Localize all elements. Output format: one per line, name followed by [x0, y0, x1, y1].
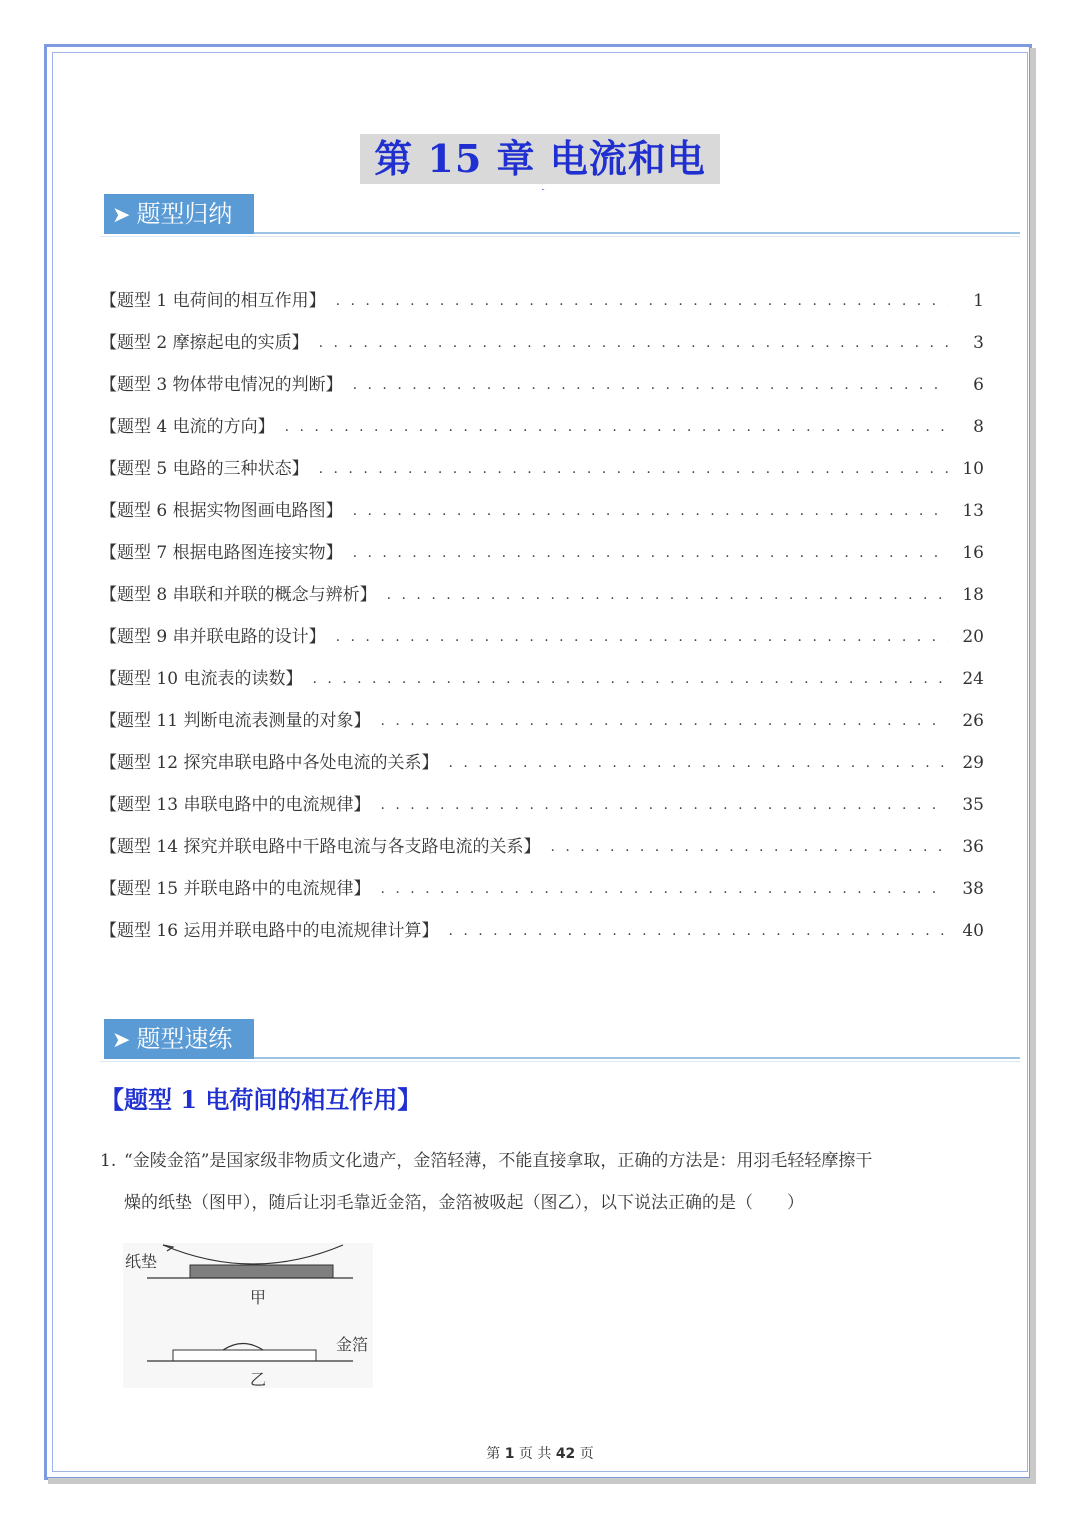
toc-item-page: 35	[962, 795, 984, 815]
question-type-heading: 【题型 1 电荷间的相互作用】	[100, 1085, 422, 1114]
toc-item-page: 40	[962, 921, 984, 941]
table-of-contents	[100, 280, 984, 952]
chapter-title: 第 15 章 电流和电	[360, 134, 720, 184]
gold-foil	[223, 1344, 263, 1351]
toc-item[interactable]	[100, 406, 984, 448]
toc-leader-dots	[285, 406, 948, 448]
footer-page-number: 1	[504, 1446, 515, 1462]
toc-leader-dots	[319, 448, 948, 490]
toc-item-page: 26	[962, 711, 984, 731]
paper-pad	[190, 1265, 333, 1278]
toc-item-title: 【题型 15 并联电路中的电流规律】	[100, 879, 371, 899]
toc-leader-dots	[380, 784, 948, 826]
toc-item-page: 10	[962, 459, 984, 479]
footer-total-pages: 42	[555, 1446, 576, 1462]
toc-item-title: 【题型 9 串并联电路的设计】	[100, 627, 326, 647]
page-footer	[0, 1443, 1080, 1463]
section-rule	[254, 232, 1020, 234]
toc-item-page: 16	[962, 543, 984, 563]
toc-item-title: 【题型 13 串联电路中的电流规律】	[100, 795, 371, 815]
toc-item-page: 18	[962, 585, 984, 605]
toc-item-title: 【题型 14 探究并联电路中干路电流与各支路电流的关系】	[100, 837, 541, 857]
toc-item[interactable]	[100, 658, 984, 700]
footer-mid: 页 共	[518, 1446, 552, 1462]
toc-item-title: 【题型 7 根据电路图连接实物】	[100, 543, 343, 563]
section-rule-light	[100, 236, 1020, 237]
toc-leader-dots	[448, 910, 948, 952]
toc-item[interactable]	[100, 826, 984, 868]
toc-leader-dots	[319, 322, 948, 364]
toc-item[interactable]	[100, 532, 984, 574]
arrow-icon	[163, 1245, 173, 1251]
toc-item[interactable]	[100, 448, 984, 490]
arrow-right-icon: ➤	[112, 203, 131, 228]
arrow-right-icon: ➤	[112, 1028, 131, 1053]
section-rule	[254, 1057, 1020, 1059]
toc-item-title: 【题型 11 判断电流表测量的对象】	[100, 711, 371, 731]
toc-leader-dots	[353, 490, 948, 532]
figure-label-pad: 纸垫	[125, 1252, 158, 1271]
toc-item-page: 6	[973, 375, 984, 395]
toc-item-page: 20	[962, 627, 984, 647]
page-shadow-bottom	[48, 1478, 1036, 1484]
toc-item[interactable]	[100, 616, 984, 658]
foil-base	[173, 1350, 316, 1361]
footer-suffix: 页	[579, 1446, 594, 1462]
toc-item-page: 24	[962, 669, 984, 689]
toc-leader-dots	[380, 700, 948, 742]
toc-item-page: 13	[962, 501, 984, 521]
toc-leader-dots	[312, 658, 948, 700]
feather-arc	[163, 1245, 343, 1264]
toc-item[interactable]	[100, 574, 984, 616]
toc-leader-dots	[448, 742, 948, 784]
toc-item[interactable]	[100, 700, 984, 742]
toc-item[interactable]	[100, 490, 984, 532]
toc-item-title: 【题型 2 摩擦起电的实质】	[100, 333, 309, 353]
toc-leader-dots	[336, 280, 948, 322]
toc-item-page: 38	[962, 879, 984, 899]
toc-item-title: 【题型 1 电荷间的相互作用】	[100, 291, 326, 311]
section-title-practice: 题型速练	[136, 1025, 233, 1053]
question-text-1: “金陵金箔”是国家级非物质文化遗产，金箔轻薄，不能直接拿取，正确的方法是：用羽毛轻轻摩擦干	[124, 1151, 873, 1171]
section-title-summary: 题型归纳	[136, 200, 233, 228]
figure-label-foil: 金箔	[336, 1335, 369, 1354]
toc-leader-dots	[550, 826, 948, 868]
toc-item-page: 36	[962, 837, 984, 857]
toc-item[interactable]	[100, 280, 984, 322]
toc-item[interactable]	[100, 364, 984, 406]
toc-item-title: 【题型 3 物体带电情况的判断】	[100, 375, 343, 395]
toc-item[interactable]	[100, 742, 984, 784]
section-label-practice	[104, 1019, 254, 1059]
toc-item-title: 【题型 8 串联和并联的概念与辨析】	[100, 585, 377, 605]
section-header-summary	[100, 190, 1020, 238]
toc-leader-dots	[353, 364, 948, 406]
question-figure	[123, 1243, 373, 1388]
toc-leader-dots	[380, 868, 948, 910]
question-line-1	[100, 1140, 990, 1182]
toc-item-title: 【题型 16 运用并联电路中的电流规律计算】	[100, 921, 439, 941]
toc-item[interactable]	[100, 322, 984, 364]
page-shadow-right	[1030, 48, 1036, 1484]
toc-item-title: 【题型 12 探究串联电路中各处电流的关系】	[100, 753, 439, 773]
toc-item-title: 【题型 6 根据实物图画电路图】	[100, 501, 343, 521]
question-number: 1.	[100, 1151, 117, 1171]
toc-leader-dots	[353, 532, 948, 574]
question-1	[100, 1140, 990, 1224]
question-text-2: 燥的纸垫（图甲），随后让羽毛靠近金箔，金箔被吸起（图乙），以下说法正确的是（ ）	[124, 1193, 804, 1213]
toc-item-page: 3	[973, 333, 984, 353]
toc-item-page: 1	[973, 291, 984, 311]
toc-item-title: 【题型 5 电路的三种状态】	[100, 459, 309, 479]
section-label-summary	[104, 194, 254, 234]
toc-leader-dots	[336, 616, 948, 658]
section-header-practice	[100, 1015, 1020, 1063]
toc-item-title: 【题型 10 电流表的读数】	[100, 669, 303, 689]
figure-label-yi: 乙	[250, 1370, 267, 1388]
toc-item-page: 8	[973, 417, 984, 437]
toc-leader-dots	[387, 574, 948, 616]
toc-item[interactable]	[100, 868, 984, 910]
footer-prefix: 第	[486, 1446, 501, 1462]
toc-item-title: 【题型 4 电流的方向】	[100, 417, 275, 437]
toc-item-page: 29	[962, 753, 984, 773]
section-rule-light	[100, 1061, 1020, 1062]
toc-item[interactable]	[100, 910, 984, 952]
figure-label-jia: 甲	[250, 1288, 267, 1307]
toc-item[interactable]	[100, 784, 984, 826]
